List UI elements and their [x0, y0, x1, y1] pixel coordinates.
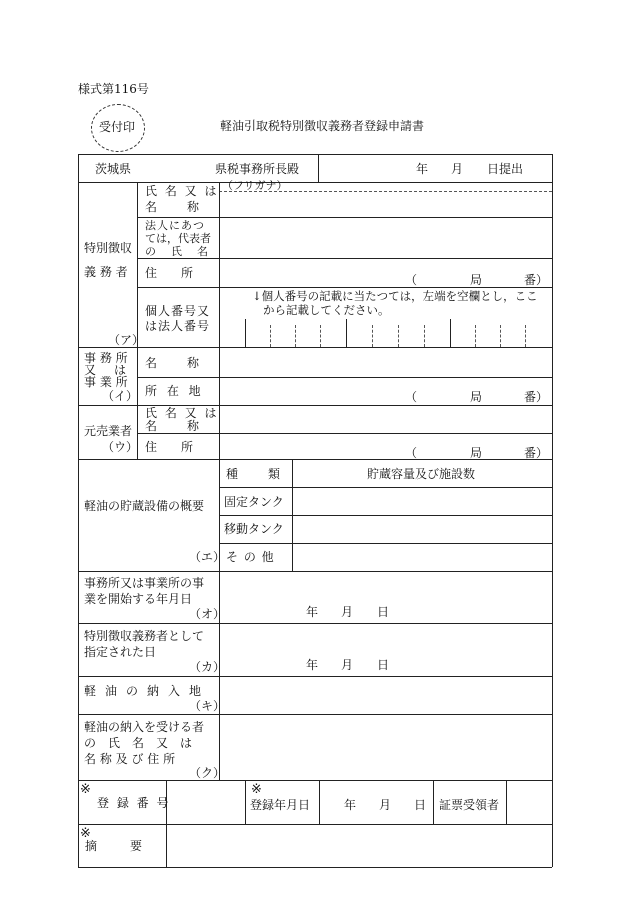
date-year-label: 年 — [416, 162, 429, 176]
start-date-mark: （オ） — [189, 607, 226, 621]
office-name-label: 名 称 — [145, 356, 202, 370]
designated-date-year: 年 — [306, 658, 319, 672]
furigana-label: （フリガナ） — [222, 179, 288, 192]
storage-capacity-header: 貯蔵容量及び施設数 — [367, 467, 476, 481]
office-mark: （イ） — [102, 389, 139, 403]
office-label-line1: 事 務 所 — [84, 351, 128, 365]
recipient-label-2: の 氏 名 又 は — [84, 736, 193, 750]
form-title: 軽油引取税特別徴収義務者登録申請書 — [220, 119, 425, 133]
storage-row-other: そ の 他 — [226, 550, 275, 564]
start-date-year: 年 — [306, 605, 319, 619]
storage-row-fixed-tank: 固定タンク — [224, 495, 284, 509]
remarks-label: 摘 要 — [85, 839, 146, 853]
recipient-label-1: 軽油の納入を受ける者 — [84, 720, 205, 734]
obligor-bureau-open: （ — [405, 273, 418, 287]
obligor-name-label-1: 氏 名 又 は — [145, 184, 219, 198]
wholesaler-name-label-1: 氏 名 又 は — [145, 406, 219, 420]
designated-date-label-2: 指定された日 — [84, 645, 157, 659]
storage-mark: （エ） — [189, 550, 226, 564]
office-location-label: 所 在 地 — [145, 384, 204, 398]
office-ban: 番） — [524, 390, 549, 404]
recipient-mark: （ク） — [189, 766, 226, 780]
start-date-label-2: 業を開始する年月日 — [84, 592, 193, 606]
obligor-bureau: 局 — [470, 273, 483, 287]
id-number-label-1: 個人番号又 — [145, 304, 211, 318]
start-date-label-1: 事務所又は事業所の事 — [84, 576, 205, 590]
obligor-mark: （ア） — [108, 333, 145, 347]
wholesaler-name-label-2: 名 称 — [145, 419, 202, 433]
registration-date-month: 月 — [379, 798, 392, 812]
designated-date-mark: （カ） — [189, 660, 226, 674]
office-use-asterisk-2: ※ — [251, 782, 262, 797]
office-label-line2: 又 は — [84, 363, 130, 377]
obligor-ban: 番） — [524, 273, 549, 287]
wholesaler-bureau: 局 — [470, 446, 483, 460]
office-bureau: 局 — [470, 390, 483, 404]
start-date-day: 日 — [377, 605, 390, 619]
office-bureau-open: （ — [405, 390, 418, 404]
office-use-asterisk-3: ※ — [80, 826, 91, 841]
registration-date-label: 登録年月日 — [250, 798, 311, 812]
obligor-name-label-2: 名 称 — [145, 200, 202, 214]
wholesaler-mark: （ウ） — [102, 440, 139, 454]
delivery-place-label — [84, 685, 212, 697]
obligor-label-line2: 義 務 者 — [84, 265, 128, 279]
obligor-address-label: 住 所 — [145, 266, 194, 280]
office-use-asterisk-1: ※ — [80, 782, 91, 797]
start-date-month: 月 — [341, 605, 354, 619]
wholesaler-ban: 番） — [524, 446, 549, 460]
registration-date-year: 年 — [344, 798, 357, 812]
id-number-note-2: から記載してください。 — [263, 303, 390, 317]
id-number-label-2: は法人番号 — [145, 319, 211, 333]
wholesaler-label: 元売業者 — [84, 424, 133, 438]
representative-label-3: の 氏 名 — [145, 245, 210, 258]
reception-stamp-label: 受付印 — [99, 120, 136, 134]
wholesaler-bureau-open: （ — [405, 446, 418, 460]
addressee: 県税事務所長殿 — [215, 162, 300, 176]
certificate-receiver-label: 証票受領者 — [439, 798, 500, 812]
delivery-place-label-text: 軽油の納入地 — [84, 684, 211, 698]
designated-date-month: 月 — [341, 658, 354, 672]
recipient-label-3: 名 称 及 び 住 所 — [84, 752, 176, 766]
id-number-note-1: ↓個人番号の記載に当たつては，左端を空欄とし，ここ — [252, 289, 538, 303]
registration-date-day: 日 — [414, 798, 427, 812]
registration-number-label: 登 録 番 号 — [97, 796, 171, 810]
form-number: 様式第116号 — [78, 82, 149, 96]
obligor-label-line1: 特別徴収 — [84, 241, 133, 255]
wholesaler-address-label: 住 所 — [145, 440, 194, 454]
representative-label-2: ては，代表者 — [145, 232, 211, 245]
obligor-name-value[interactable] — [222, 194, 548, 216]
office-label-line3: 事 業 所 — [84, 375, 128, 389]
representative-label-1: 法人にあつ — [145, 219, 205, 232]
storage-label: 軽油の貯蔵設備の概要 — [84, 499, 205, 513]
prefecture: 茨城県 — [95, 162, 132, 176]
date-month-label: 月 — [451, 162, 464, 176]
designated-date-day: 日 — [377, 658, 390, 672]
designated-date-label-1: 特別徴収義務者として — [84, 629, 205, 643]
storage-row-mobile-tank: 移動タンク — [224, 522, 284, 536]
storage-type-header: 種 類 — [226, 467, 283, 481]
date-submitted-label: 日提出 — [487, 162, 524, 176]
delivery-place-mark: （キ） — [189, 699, 226, 713]
